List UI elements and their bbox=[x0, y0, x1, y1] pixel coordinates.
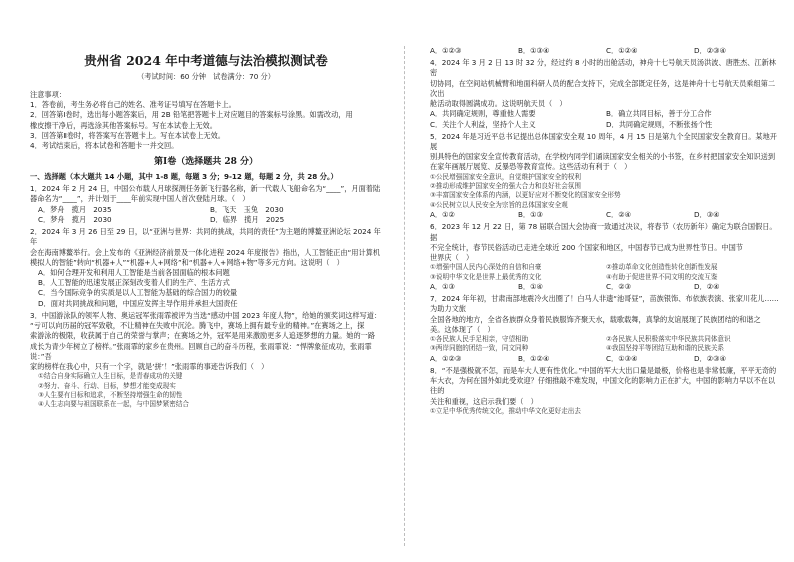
question-text: 别具特色的国家安全宣传教育活动，在学校内同学们诵读国家安全相关的小书签，在乡村把国家安全知识送到 bbox=[430, 152, 776, 162]
option: D．临界 揽月 2025 bbox=[210, 214, 285, 224]
option: C．当今国际竞争的实质是以人工智能为基础的综合国力的较量 bbox=[38, 288, 238, 298]
statement: ③人生要有目标和追求，不断坚持增强生命的韧性 bbox=[38, 390, 183, 399]
question-7 bbox=[430, 294, 782, 364]
question-text: 索游泳的极限，收获属于自己的荣誉与掌声；在赛场之外，冠军是用来激励更多人追逐梦想的力量。她的一路 bbox=[30, 331, 376, 341]
question-6 bbox=[430, 222, 782, 292]
notice-item: 3．回答第Ⅱ卷时，将答案写在答题卡上。写在本试卷上无效。 bbox=[30, 130, 225, 140]
section-title: 第Ⅰ卷（选择题共 28 分） bbox=[153, 157, 258, 168]
question-text: 2．2024 年 3 月 26 日至 29 日，以“亚洲与世界：共同的挑战，共同的责任”为主题的博鳌亚洲论坛 2024 年年 bbox=[30, 227, 381, 247]
option-group bbox=[430, 282, 782, 292]
statement: ②各民族人民积极落实中华民族共同体意识 bbox=[606, 334, 731, 343]
right-column bbox=[430, 46, 782, 416]
question-text: 5．2024 年是习近平总书记提出总体国家安全观 10 周年，4 月 15 日是第九个全民国家安全教育日。某地开展 bbox=[430, 131, 777, 151]
q3-answer-options bbox=[430, 46, 782, 56]
notice-item: 橡皮擦干净后，再选涂其他答案标号。写在本试卷上无效。 bbox=[30, 120, 217, 130]
statement: ①公民增强国家安全意识，自觉维护国家安全的权利 bbox=[430, 172, 581, 181]
option-group bbox=[30, 205, 382, 225]
option: B．人工智能的迅速发展正深刻改变着人们的生产、生活方式 bbox=[38, 278, 230, 288]
notice-item: 2．回答第Ⅰ卷时，选出每小题答案后，用 2B 铅笔把答题卡上对应题目的答案标号涂黑。如需改动，用 bbox=[30, 110, 353, 120]
question-text: 8．“不是强极就不怎，而是车大人更有性优化。”中国的军大大出口量是最极，价格也是非常低廉，平平无奇的 bbox=[430, 365, 777, 375]
option: A．①②③ bbox=[430, 353, 462, 363]
option: D．②④ bbox=[694, 281, 720, 291]
option: B．①③ bbox=[518, 210, 544, 220]
question-text: 3．中国游泳队的领军人物、奥运冠军张雨霏被评为当选“感动中国 2023 年度人物”，给她的颁奖词这样写道： bbox=[30, 310, 382, 320]
statement: ③两岸同胞的团结一致，同文同种 bbox=[430, 344, 529, 353]
question-text: 美。这体现了（ ） bbox=[430, 324, 495, 334]
question-5 bbox=[430, 132, 782, 221]
statement: ④公民树立以人民安全为宗旨的总体国家安全观 bbox=[430, 200, 568, 209]
option: B．①④ bbox=[518, 281, 544, 291]
option: A．①② bbox=[430, 210, 455, 220]
option-group bbox=[430, 109, 782, 129]
option: C．①②④ bbox=[606, 46, 638, 55]
option: A．①③ bbox=[430, 281, 455, 291]
option: C．①③④ bbox=[606, 353, 638, 363]
option: D．共同确定规则，不断张扬个性 bbox=[606, 119, 713, 129]
statement: ②推动形成维护国家安全的强大合力和良好社会氛围 bbox=[430, 181, 581, 190]
exam-subtitle: （考试时间：60 分钟 试卷满分：70 分） bbox=[137, 71, 275, 81]
question-text: 家的榜样在我心中，只有一个字，就是‘拼’！”张雨霏的事迹告诉我们（ ） bbox=[30, 361, 269, 371]
option: C．梦舟 揽月 2030 bbox=[38, 214, 112, 224]
statement: ③说明中华文化是世界上最优秀的文化 bbox=[430, 272, 542, 281]
statement: ④有助于促进世界不同文明的交流互鉴 bbox=[606, 272, 718, 281]
question-1 bbox=[30, 184, 382, 225]
question-text: 舱活动取得圆满成功。这说明航天员（ ） bbox=[430, 99, 567, 109]
statement: ④人生志向要与祖国联系在一起，与中国梦紧密结合 bbox=[38, 400, 189, 409]
statement: ②努力、奋斗、行动、目标，梦想才能变成现实 bbox=[38, 381, 176, 390]
question-text: 器命名为“____”，并计划于____年前实现中国人首次登陆月球。（ ） bbox=[30, 194, 250, 204]
option: B．确立共同目标，善于分工合作 bbox=[606, 109, 712, 119]
question-text: 关注和重视，这启示我们要（ ） bbox=[430, 396, 538, 406]
question-text: “亏可以向历届的冠军致敬，不让精神在失败中沉沦。腾飞中，赛场上拥有最专业的精神。”在赛场之上，探 bbox=[30, 321, 365, 331]
question-text: 在家年画展厅展览、反暴恐等教育宣传。这些活动有利于（ ） bbox=[430, 162, 632, 172]
question-3 bbox=[30, 311, 382, 410]
statement-group bbox=[430, 263, 782, 282]
exam-title: 贵州省 2024 年中考道德与法治模拟测试卷 bbox=[84, 53, 328, 68]
question-text: 成长为青少年树立了榜样。”张雨霏的家乡在贵州。回顾自己的奋斗历程，张雨霏说：“悍牌象征成功，张雨霏说：”吾 bbox=[30, 341, 372, 361]
question-text: 1．2024 年 2 月 24 日，中国公布载人月球探测任务新飞行器名称，新一代载人飞船命名为“____”，月面着陆 bbox=[30, 184, 381, 194]
option: D．②③④ bbox=[694, 353, 727, 363]
statement: ④我国坚持平等团结互助和谐的民族关系 bbox=[606, 344, 725, 353]
option: D．面对共同挑战和问题，中国应发挥主导作用并承担大国责任 bbox=[38, 298, 238, 308]
question-text: 模拟人的智能”转向“机器+人”“机器+人+网络”和“机器+人+网络+物”等多元方向。这说明（ ） bbox=[30, 257, 344, 267]
statement: ①各民族人民手足相亲，守望相助 bbox=[430, 334, 529, 343]
option-group bbox=[430, 354, 782, 364]
question-text: 世界庆（ ） bbox=[430, 252, 474, 262]
question-text: 7．2024 年年初，甘肃南部地震冷火出圈了！白马人非遗“池哥昼”，苗族银饰、布依族表演、张家川花儿……为助力文旅 bbox=[430, 294, 779, 314]
question-4 bbox=[430, 58, 782, 130]
question-text: 会在海南博鳌举行。会上发布的《亚洲经济前景及一体化进程 2024 年度报告》指出，人工智能正由“用计算机 bbox=[30, 247, 381, 257]
option: B．飞天 玉兔 2030 bbox=[210, 204, 284, 214]
question-text: 4．2024 年 3 月 2 日 13 时 32 分，经过约 8 小时的出舱活动，神舟十七号航天员汤洪波、唐胜杰、江新林密 bbox=[430, 58, 776, 78]
option: A．共同确定规则，尊重他人需要 bbox=[430, 109, 536, 119]
question-8 bbox=[430, 366, 782, 416]
notice-item: 1．答卷前，考生务必将自己的姓名、准考证号填写在答题卡上。 bbox=[30, 100, 236, 110]
option: B．①②④ bbox=[518, 353, 550, 363]
statement: ①增强中国人民内心深处的自信和自豪 bbox=[430, 263, 542, 272]
option: A．梦舟 揽月 2035 bbox=[38, 204, 112, 214]
question-2 bbox=[30, 227, 382, 309]
notice-heading: 注意事项： bbox=[30, 89, 66, 99]
question-text: 切协同，在空间站机械臂和地面科研人员的配合支持下，完成全部既定任务，这是神舟十七号航天员乘组第二次出 bbox=[430, 78, 776, 98]
option: D．③④ bbox=[694, 210, 720, 220]
option: A．如何合理开发和利用人工智能是当前各国面临的根本问题 bbox=[38, 268, 230, 278]
column-divider bbox=[404, 46, 405, 546]
option: A．①②③ bbox=[430, 46, 462, 55]
option: C．②③ bbox=[606, 281, 632, 291]
left-column bbox=[30, 0, 382, 410]
statement-group bbox=[430, 335, 782, 354]
section-intro: 一、选择题（本大题共 14 小题，其中 1-8 题，每题 3 分；9-12 题，每题 2 分，共 28 分。） bbox=[30, 172, 338, 182]
option: C．②④ bbox=[606, 210, 632, 220]
option: B．①③④ bbox=[518, 46, 550, 55]
option: C．关注个人利益，坚持个人主义 bbox=[430, 119, 536, 129]
statement: ①立足中华优秀传统文化，推动中华文化更好走出去 bbox=[430, 406, 581, 415]
question-text: 不完全统计，春节民俗活动已走进全球近 200 个国家和地区，中国春节已成为世界性节日。中国节 bbox=[430, 242, 743, 252]
question-text: 全国各地的地方，全省各族群众身着民族服饰齐聚天水，载歌载舞，真挚的友谊展现了民族团结的和谐之 bbox=[430, 314, 761, 324]
statement: ②推动革命文化创造性转化创新性发展 bbox=[606, 263, 718, 272]
question-text: 车大衣，为何在国外如此受欢迎？仔细推敲不难发现，中国文化的影响力正在扩大，中国的影响力早以不在以往的 bbox=[430, 376, 776, 396]
statement: ③丰富国家安全体系的内涵，以更好应对不断变化的国家安全形势 bbox=[430, 191, 621, 200]
option: D．②③④ bbox=[694, 46, 727, 55]
notice-item: 4．考试结束后，将本试卷和答题卡一并交回。 bbox=[30, 141, 179, 151]
option-group bbox=[430, 210, 782, 220]
statement: ①结合自身实际确立人生目标，是青春成功的关键 bbox=[38, 372, 183, 381]
question-text: 6．2023 年 12 月 22 日，第 78 届联合国大会协商一致通过决议，将春节（农历新年）确定为联合国假日。据 bbox=[430, 222, 777, 242]
